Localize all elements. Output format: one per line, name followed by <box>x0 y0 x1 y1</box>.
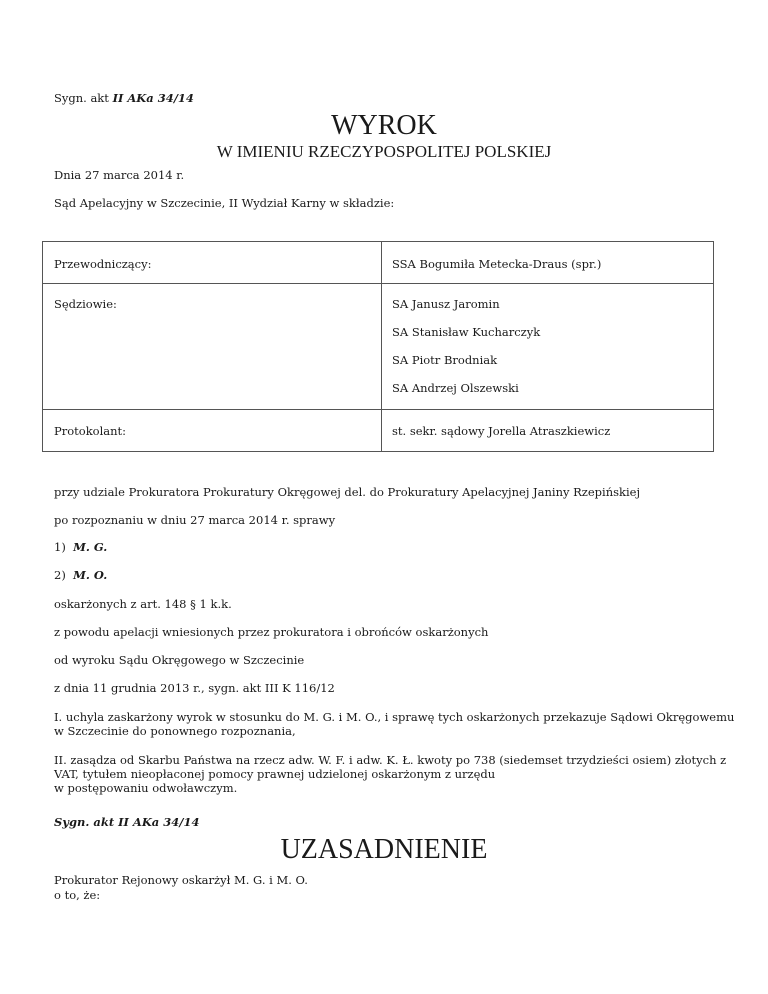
hearing-line: po rozpoznaniu w dniu 27 marca 2014 r. sprawy <box>54 513 336 527</box>
justification-line-1: Prokurator Rejonowy oskarżył M. G. i M. O. <box>54 873 308 887</box>
ruling-2-line-3: w postępowaniu odwoławczym. <box>54 781 238 795</box>
judgment-date-line: z dnia 11 grudnia 2013 r., sygn. akt III K 116/12 <box>54 681 335 695</box>
column-divider <box>381 284 382 409</box>
judge-name: SA Piotr Brodniak <box>392 353 498 367</box>
case-signature-value: II AKa 34/14 <box>112 91 194 105</box>
defendant-name: M. G. <box>73 540 108 554</box>
ruling-1-line-2: w Szczecinie do ponownego rozpoznania, <box>54 724 296 738</box>
clerk-label: Protokolant: <box>54 424 127 438</box>
judges-label: Sędziowie: <box>54 297 117 311</box>
prosecutor-line: przy udziale Prokuratora Prokuratury Okręgowej del. do Prokuratury Apelacyjnej Janiny Rzepińskiej <box>54 485 641 499</box>
court-line: Sąd Apelacyjny w Szczecinie, II Wydział Karny w składzie: <box>54 196 395 210</box>
clerk-value: st. sekr. sądowy Jorella Atraszkiewicz <box>392 424 611 438</box>
table-row-judges <box>43 284 713 410</box>
ruling-2-line-1: II. zasądza od Skarbu Państwa na rzecz adw. W. F. i adw. K. Ł. kwoty po 738 (siedemset trzydzieści osiem) złotych z <box>54 753 727 767</box>
justification-signature: Sygn. akt II AKa 34/14 <box>54 815 200 829</box>
judge-name: SA Stanisław Kucharczyk <box>392 325 541 339</box>
judge-name: SA Janusz Jaromin <box>392 297 500 311</box>
chair-value: SSA Bogumiła Metecka-Draus (spr.) <box>392 257 602 271</box>
ruling-2-line-2: VAT, tytułem nieopłaconej pomocy prawnej udzielonej oskarżonym z urzędu <box>54 767 496 781</box>
justification-line-2: o to, że: <box>54 888 101 902</box>
case-signature-prefix: Sygn. akt <box>54 91 113 105</box>
defendant-item <box>54 568 107 582</box>
appealed-judgment-line: od wyroku Sądu Okręgowego w Szczecinie <box>54 653 305 667</box>
column-divider <box>381 242 382 283</box>
case-signature <box>54 91 194 105</box>
justification-title: UZASADNIENIE <box>280 834 488 865</box>
ruling-1-line-1: I. uchyla zaskarżony wyrok w stosunku do M. G. i M. O., i sprawę tych oskarżonych przekazuje Sądowi Okręgowemu <box>54 710 735 724</box>
defendant-name: M. O. <box>73 568 108 582</box>
defendant-number: 2) <box>54 568 66 582</box>
table-row-chair <box>43 242 713 284</box>
defendant-number: 1) <box>54 540 66 554</box>
date-line: Dnia 27 marca 2014 r. <box>54 168 185 182</box>
court-composition-table <box>42 241 714 452</box>
chair-label: Przewodniczący: <box>54 257 152 271</box>
column-divider <box>381 410 382 451</box>
judgment-title: WYROK <box>331 110 437 141</box>
charge-line: oskarżonych z art. 148 § 1 k.k. <box>54 597 232 611</box>
defendant-item <box>54 540 107 554</box>
table-row-clerk <box>43 410 713 451</box>
judgment-subtitle: W IMIENIU RZECZYPOSPOLITEJ POLSKIEJ <box>216 142 552 161</box>
judge-name: SA Andrzej Olszewski <box>392 381 519 395</box>
appeal-line: z powodu apelacji wniesionych przez prokuratora i obrońców oskarżonych <box>54 625 489 639</box>
